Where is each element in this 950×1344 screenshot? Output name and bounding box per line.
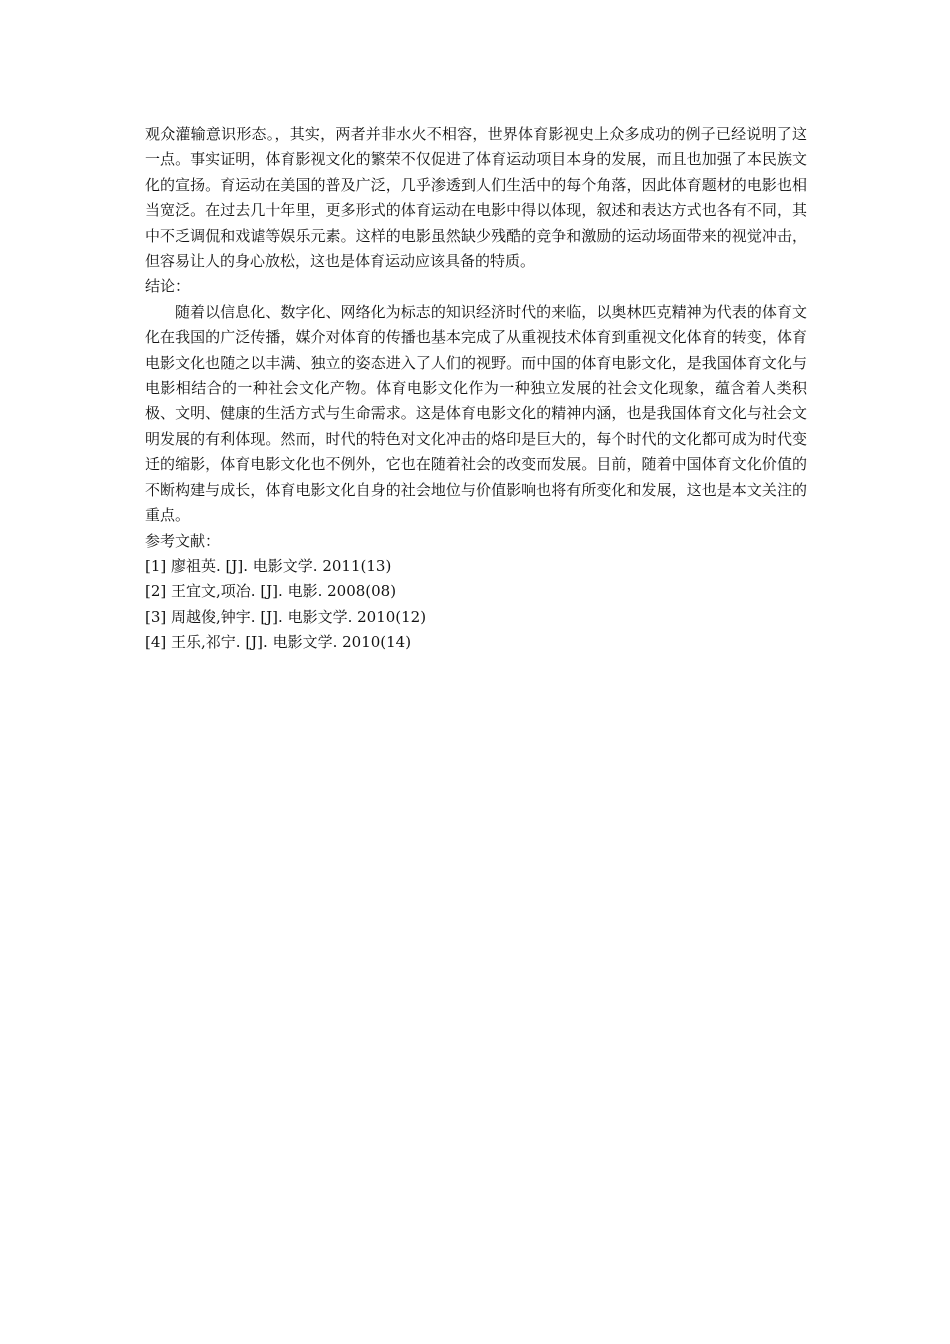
reference-item: [4] 王乐,祁宁. [J]. 电影文学. 2010(14) xyxy=(145,633,412,652)
references-list xyxy=(145,554,807,656)
conclusion-heading: 结论： xyxy=(145,277,191,296)
body-paragraph: 观众灌输意识形态。，其实，两者并非水火不相容，世界体育影视史上众多成功的例子已经说明了这一点。事实证明，体育影视文化的繁荣不仅促进了体育运动项目本身的发展，而且也加强了本民族文化的宣扬。育运动在美国的普及广泛，几乎渗透到人们生活中的每个角落，因此体育题材的电影也相当宽泛。在过去几十年里，更多形式的体育运动在电影中得以体现，叙述和表达方式也各有不同，其中不乏调侃和戏谑等娱乐元素。这样的电影虽然缺少残酷的竞争和激励的运动场面带来的视觉冲击，但容易让人的身心放松，这也是体育运动应该具备的特质。 xyxy=(145,125,807,271)
conclusion-paragraph: 随着以信息化、数字化、网络化为标志的知识经济时代的来临，以奥林匹克精神为代表的体育文化在我国的广泛传播，媒介对体育的传播也基本完成了从重视技术体育到重视文化体育的转变，体育电影文化也随之以丰满、独立的姿态进入了人们的视野。而中国的体育电影文化，是我国体育文化与电影相结合的一种社会文化产物。体育电影文化作为一种独立发展的社会文化现象，蕴含着人类积极、文明、健康的生活方式与生命需求。这是体育电影文化的精神内涵，也是我国体育文化与社会文明发展的有利体现。然而，时代的特色对文化冲击的烙印是巨大的，每个时代的文化都可成为时代变迁的缩影，体育电影文化也不例外，它也在随着社会的改变而发展。目前，随着中国体育文化价值的不断构建与成长，体育电影文化自身的社会地位与价值影响也将有所变化和发展，这也是本文关注的重点。 xyxy=(145,302,807,525)
document-body xyxy=(145,122,807,656)
reference-item: [3] 周越俊,钟宇. [J]. 电影文学. 2010(12) xyxy=(145,607,427,626)
reference-item: [2] 王宜文,项冶. [J]. 电影. 2008(08) xyxy=(145,582,397,601)
references-heading: 参考文献： xyxy=(145,531,221,550)
reference-item: [1] 廖祖英. [J]. 电影文学. 2011(13) xyxy=(145,556,392,575)
